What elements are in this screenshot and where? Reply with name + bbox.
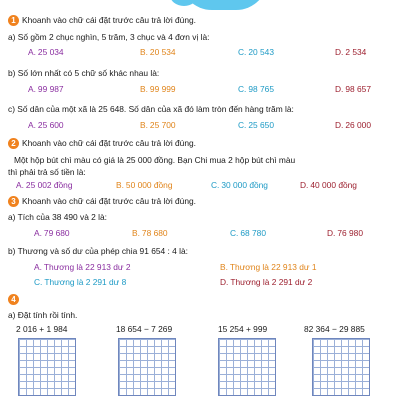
q1a-option-b[interactable]: B. 20 534 xyxy=(140,47,176,57)
q3b-option-c[interactable]: C. Thương là 2 291 dư 8 xyxy=(34,277,127,287)
q3b-option-d[interactable]: D. Thương là 2 291 dư 2 xyxy=(220,277,313,287)
q2-option-c[interactable]: C. 30 000 đồng xyxy=(211,180,268,190)
q1b-option-c[interactable]: C. 98 765 xyxy=(238,84,274,94)
q4-work-grid-4[interactable] xyxy=(312,338,370,396)
q1b-prompt: b) Số lớn nhất có 5 chữ số khác nhau là: xyxy=(8,68,160,78)
q3-number-badge: 3 xyxy=(8,196,19,207)
q3a-option-a[interactable]: A. 79 680 xyxy=(34,228,70,238)
q2-header xyxy=(8,138,196,149)
q2-option-a[interactable]: A. 25 002 đồng xyxy=(16,180,73,190)
q4a-prompt: a) Đặt tính rồi tính. xyxy=(8,310,78,320)
q4-work-grid-3[interactable] xyxy=(218,338,276,396)
q1c-option-d[interactable]: D. 26 000 xyxy=(335,120,371,130)
q2-option-b[interactable]: B. 50 000 đồng xyxy=(116,180,173,190)
q4-expression-3: 15 254 + 999 xyxy=(218,324,268,334)
q1b-option-b[interactable]: B. 99 999 xyxy=(140,84,176,94)
q3a-option-c[interactable]: C. 68 780 xyxy=(230,228,266,238)
q1a-option-a[interactable]: A. 25 034 xyxy=(28,47,64,57)
q3b-prompt: b) Thương và số dư của phép chia 91 654 : 4 là: xyxy=(8,246,188,256)
q1c-prompt: c) Số dân của một xã là 25 648. Số dân của xã đó làm tròn đến hàng trăm là: xyxy=(8,104,294,114)
q2-option-d[interactable]: D. 40 000 đồng xyxy=(300,180,357,190)
q2-title: Khoanh vào chữ cái đặt trước câu trả lời đúng. xyxy=(22,138,196,148)
q1-header xyxy=(8,15,196,26)
q3b-option-b[interactable]: B. Thương là 22 913 dư 1 xyxy=(220,262,317,272)
q2-text-line2: thì phải trả số tiền là: xyxy=(8,167,86,177)
q1c-option-a[interactable]: A. 25 600 xyxy=(28,120,64,130)
q3-title: Khoanh vào chữ cái đặt trước câu trả lời đúng. xyxy=(22,196,196,206)
q1c-option-c[interactable]: C. 25 650 xyxy=(238,120,274,130)
q3a-prompt: a) Tích của 38 490 và 2 là: xyxy=(8,212,108,222)
q1b-option-a[interactable]: A. 99 987 xyxy=(28,84,64,94)
q2-text-line1: Một hộp bút chì màu có giá là 25 000 đồng. Bạn Chi mua 2 hộp bút chì màu xyxy=(14,155,296,165)
q4-number-badge: 4 xyxy=(8,294,19,305)
q1-number-badge: 1 xyxy=(8,15,19,26)
q4-work-grid-1[interactable] xyxy=(18,338,76,396)
q4-header xyxy=(8,294,22,305)
q4-expression-4: 82 364 − 29 885 xyxy=(304,324,365,334)
q4-work-grid-2[interactable] xyxy=(118,338,176,396)
q3a-option-d[interactable]: D. 76 980 xyxy=(327,228,363,238)
q1a-option-c[interactable]: C. 20 543 xyxy=(238,47,274,57)
q3b-option-a[interactable]: A. Thương là 22 913 dư 2 xyxy=(34,262,131,272)
q1a-prompt: a) Số gồm 2 chục nghìn, 5 trăm, 3 chục và 4 đơn vị là: xyxy=(8,32,210,42)
q1c-option-b[interactable]: B. 25 700 xyxy=(140,120,176,130)
q2-number-badge: 2 xyxy=(8,138,19,149)
q3-header xyxy=(8,196,196,207)
q4-expression-2: 18 654 − 7 269 xyxy=(116,324,173,334)
q4-expression-1: 2 016 + 1 984 xyxy=(16,324,68,334)
q1b-option-d[interactable]: D. 98 657 xyxy=(335,84,371,94)
q3a-option-b[interactable]: B. 78 680 xyxy=(132,228,168,238)
q1-title: Khoanh vào chữ cái đặt trước câu trả lời đúng. xyxy=(22,15,196,25)
q1a-option-d[interactable]: D. 2 534 xyxy=(335,47,367,57)
